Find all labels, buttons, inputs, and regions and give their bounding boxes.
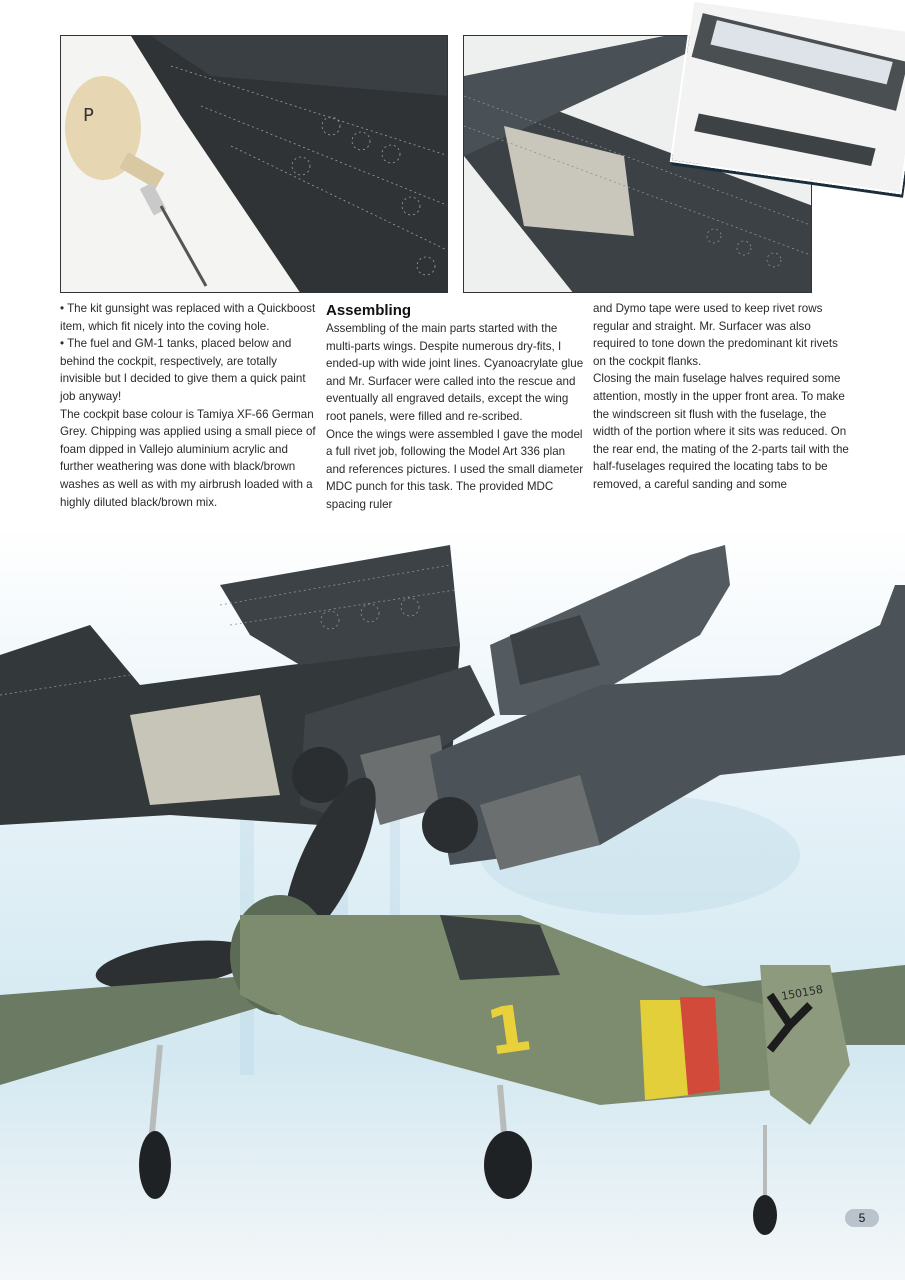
column1-paragraph: The cockpit base colour is Tamiya XF-66 German Grey. Chipping was applied using a small piece of foam dipped in Vallejo aluminium acrylic and further weathering was done with black/brown washes as well as with my airbrush loaded with a highly diluted black/brown mix. [60,407,316,509]
photo-flap-inset [670,0,905,194]
tactical-number: 1 [481,991,537,1071]
column1-paragraph: • The fuel and GM-1 tanks, placed below and behind the cockpit, respectively, are totally invisible but I decided to give them a quick paint job anyway! [60,337,306,403]
photo-wing-scriber [60,35,448,293]
text-column-2 [326,302,584,514]
column2-paragraph: Assembling of the main parts started with the multi-parts wings. Despite numerous dry-fits, I ended-up with wide joint lines. Cyanoacrylate glue and Mr. Surfacer were called into the rescue and eventually all engraved details, except the wing root panels, were filled and re-scribed. [326,322,584,423]
flap-inset-illustration [672,2,905,192]
column1-paragraph: • The kit gunsight was replaced with a Quickboost item, which fit nicely into the coving hole. [60,302,316,333]
wing-scriber-illustration [61,36,448,293]
page-number: 5 [845,1209,879,1227]
column3-paragraph: and Dymo tape were used to keep rivet rows regular and straight. Mr. Surfacer was also required to tone down the predominant kit rivets on the cockpit flanks. [593,302,838,368]
photo-aircraft-composite [0,525,905,1280]
column2-paragraph: Once the wings were assembled I gave the model a full rivet job, following the Model Art 336 plan and references pictures. I used the small diameter MDC punch for this task. The provided MDC spacing ruler [326,427,584,511]
aircraft-composite-illustration [0,525,905,1280]
section-heading: Assembling [326,302,412,319]
text-column-1 [60,300,318,511]
column3-paragraph: Closing the main fuselage halves required some attention, mostly in the upper front area. To make the windscreen sit flush with the fuselage, the width of the portion where it sits was reduced. On the rear end, the mating of the 2-parts tail with the half-fuselages required the locating tabs to be removed, a careful sanding and some [593,372,849,491]
werknummer-label: 150158 [780,982,824,1003]
svg-text:P: P [83,105,94,126]
text-column-3 [593,300,851,494]
